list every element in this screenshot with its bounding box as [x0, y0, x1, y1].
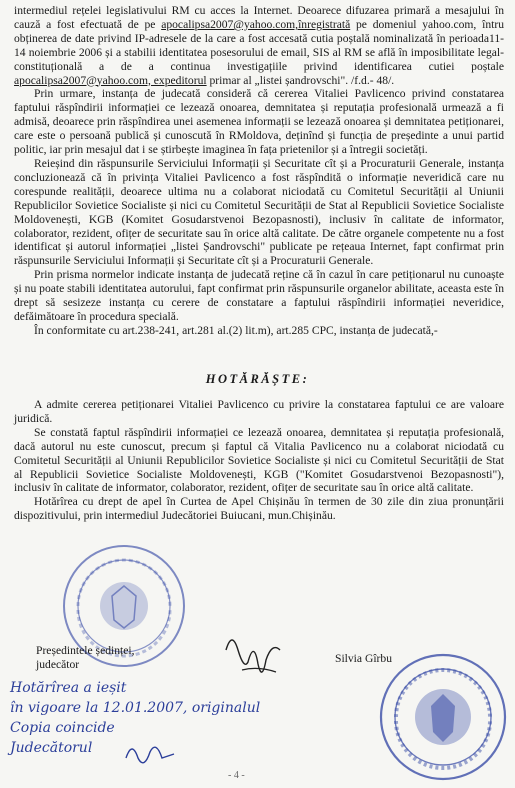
decision-body-ruling — [14, 398, 504, 523]
judge-name: Silvia Gîrbu — [335, 652, 393, 665]
page-number: - 4 - — [228, 770, 245, 781]
paragraph-articles: În conformitate cu art.238-241, art.281 al.(2) lit.m), art.285 CPC, instanța de judecată,- — [34, 323, 438, 337]
paragraph-admit-request: A admite cererea petiționarei Vitaliei Pavlicenco cu privire la constatarea faptului ce are valoare juridică. — [14, 398, 504, 425]
email-link-text: apocalipsa2007@yahoo.com,înregistrată — [161, 17, 351, 31]
decision-heading: HOTĂRĂȘTE: — [205, 372, 310, 386]
paragraph-appeal: Hotărîrea cu drept de apel în Curtea de Apel Chișinău în termen de 30 zile din ziua pronunțării dispozitivului, prin intermediul Judecătoriei Buiucani, mun.Chișinău. — [14, 495, 504, 523]
handwritten-signature-scrawl — [120, 736, 180, 772]
presiding-judge-label: Președintele ședinței, judecător — [36, 644, 135, 671]
decision-body-top — [14, 4, 504, 338]
handwritten-certification: Hotărîrea a ieșit în vigoare la 12.01.2007, originalul Copia coincide Judecătorul — [10, 680, 261, 756]
paragraph-court-consideration: Prin urmare, instanța de judecată consideră că cererea Vitaliei Pavlicenco privind constatarea faptului răspîndirii informației ce lezează onoarea, demnitatea și reputația profesională urmează a fi admisă, deoarece prin răspîndirea unei asemenea informații se lezează onoarea și demnitatea petiționarei, care este o persoană publică și cunoscută în RMoldova, deținînd și funcția de președinte a unui partid politic, iar prin mesajul dat i se știrbește imaginea în fața prietenilor și a întregii societăți. — [14, 87, 504, 157]
court-stamp-seal-2 — [376, 650, 510, 784]
paragraph-conclusion: Reieșind din răspunsurile Serviciului Informații și Securitate cît și a Procuraturii Generale, instanța concluzionează că în privința Vitaliei Pavlicenco a fost răspîndită o informație neveridică care nu corespunde realității, deoarece ultima nu a colaborat niciodată cu Comitetul Securității al Uniunii Republicilor Sovietice Socialiste și nici cu Comitetul Securității de Stat al Republicii Sovietice Socialiste Moldovenești, KGB (Komitet Gosudarstvenoi Bezopasnosti), inclusiv în calitate de informator, colaborator, rezident, ofițer de securitate sau în orice altă calitate. De către organele competente nu a fost identificat și autorul informației „listei Șandrovschi" publicate pe rețeaua Internet, fapt confirmat prin răspunsurile Serviciului Informații și Securitate cît și a Procuraturii Generale. — [14, 156, 504, 268]
paragraph-legal-norms: Prin prisma normelor indicate instanța de judecată reține că în cazul în care petiționarul nu cunoaște și nu poate stabili identitatea autorului, fapt confirmat prin răspunsurile organelor abilitate, aceasta este în drept să sesizeze instanța cu cerere de constatare a faptului răspîndirii informației neveridice, defăimătoare în procedura specială. — [14, 268, 504, 323]
email-link-text-2: apocalipsa2007@yahoo.com, expeditorul — [14, 73, 207, 87]
paragraph-sis-response: intermediul rețelei legislativului RM cu acces la Internet. Deoarece difuzarea primară a mesajului în cauză a fost efectuată de pe apocalipsa2007@yahoo.com,înregistrată pe domeniul yahoo.com, întru obținerea de date privind IP-adresele de la care a fost accesată cutia poștală nominalizată în perioada11-14 noiembrie 2006 și a stabilii identitatea posesorului de email, SIS al RM se află în imposibilitate legal-constituțională a de a continua investigațiile privind identificarea cutiei poștale apocalipsa2007@yahoo.com, expeditorul primar al „listei șandrovschi". /f.d.- 48/. — [14, 4, 504, 87]
paragraph-established-fact: Se constată faptul răspîndirii informației ce lezează onoarea, demnitatea și reputația profesională, dacă autorul nu este cunoscut, precum și faptul că Vitalia Pavlicenco nu a colaborat niciodată cu Comitetul Securității al Uniunii Republicilor Sovietice Socialiste și nici cu Comitetul Securității de Stat al Republicii Sovietice Socialiste Moldovenești, KGB ("Komitet Gosudarstvenoi Bezopasnosti"), inclusiv în calitate de informator, colaborator, rezident, ofițer de securitate sau în orice altă calitate. — [14, 425, 504, 495]
